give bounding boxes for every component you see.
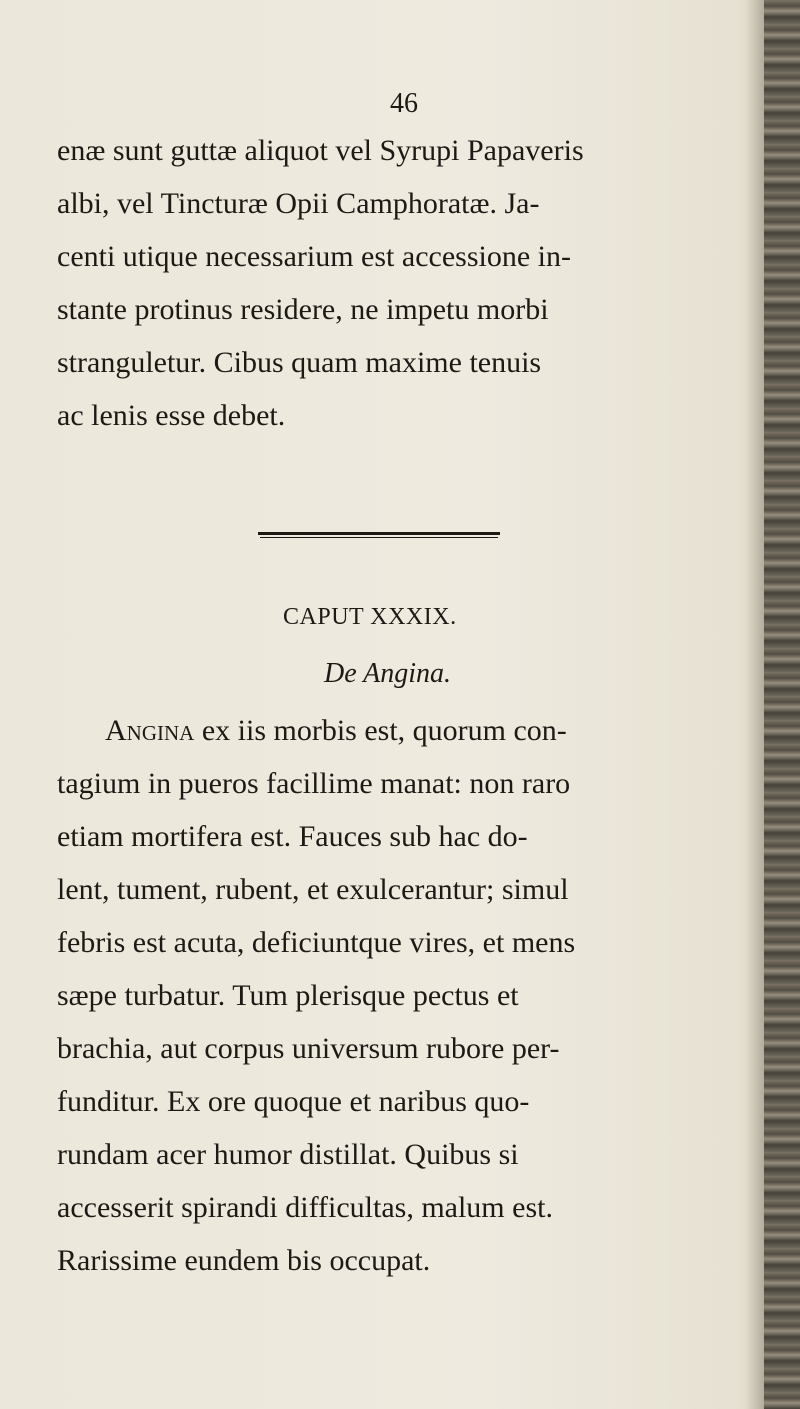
text-line: ac lenis esse debet. (57, 399, 286, 432)
text-line: stranguletur. Cibus quam maxime tenuis (57, 346, 542, 379)
text-line: albi, vel Tincturæ Opii Camphoratæ. Ja- (57, 187, 540, 220)
text-line: febris est acuta, deficiuntque vires, et mens (57, 926, 576, 959)
section-divider-rule (258, 532, 500, 538)
text-line: tagium in pueros facillime manat: non raro (57, 767, 571, 800)
lead-word: Angina (105, 714, 195, 747)
chapter-subtitle: De Angina. (324, 658, 452, 689)
text-line: enæ sunt guttæ aliquot vel Syrupi Papaveris (57, 134, 584, 167)
text-line: rundam acer humor distillat. Quibus si (57, 1138, 519, 1171)
book-edge (764, 0, 800, 1409)
page-number: 46 (390, 88, 418, 119)
text-line: lent, tument, rubent, et exulcerantur; simul (57, 873, 569, 906)
text-line: stante protinus residere, ne impetu morbi (57, 293, 549, 326)
paragraph-continued (57, 134, 757, 444)
text-line: sæpe turbatur. Tum plerisque pectus et (57, 979, 519, 1012)
text-line: centi utique necessarium est accessione in- (57, 240, 571, 273)
text-line-first (105, 714, 567, 748)
text-line: funditur. Ex ore quoque et naribus quo- (57, 1085, 530, 1118)
text-line: brachia, aut corpus universum rubore per- (57, 1032, 560, 1065)
text-line: accesserit spirandi difficultas, malum est. (57, 1191, 553, 1224)
text-line: etiam mortifera est. Fauces sub hac do- (57, 820, 528, 853)
chapter-title: CAPUT XXXIX. (283, 604, 457, 630)
first-line-rest: ex iis morbis est, quorum con- (194, 714, 567, 747)
paragraph-angina (57, 714, 757, 1314)
divider-thick-line (258, 532, 500, 535)
divider-thin-line (260, 537, 498, 538)
text-line: Rarissime eundem bis occupat. (57, 1244, 431, 1277)
